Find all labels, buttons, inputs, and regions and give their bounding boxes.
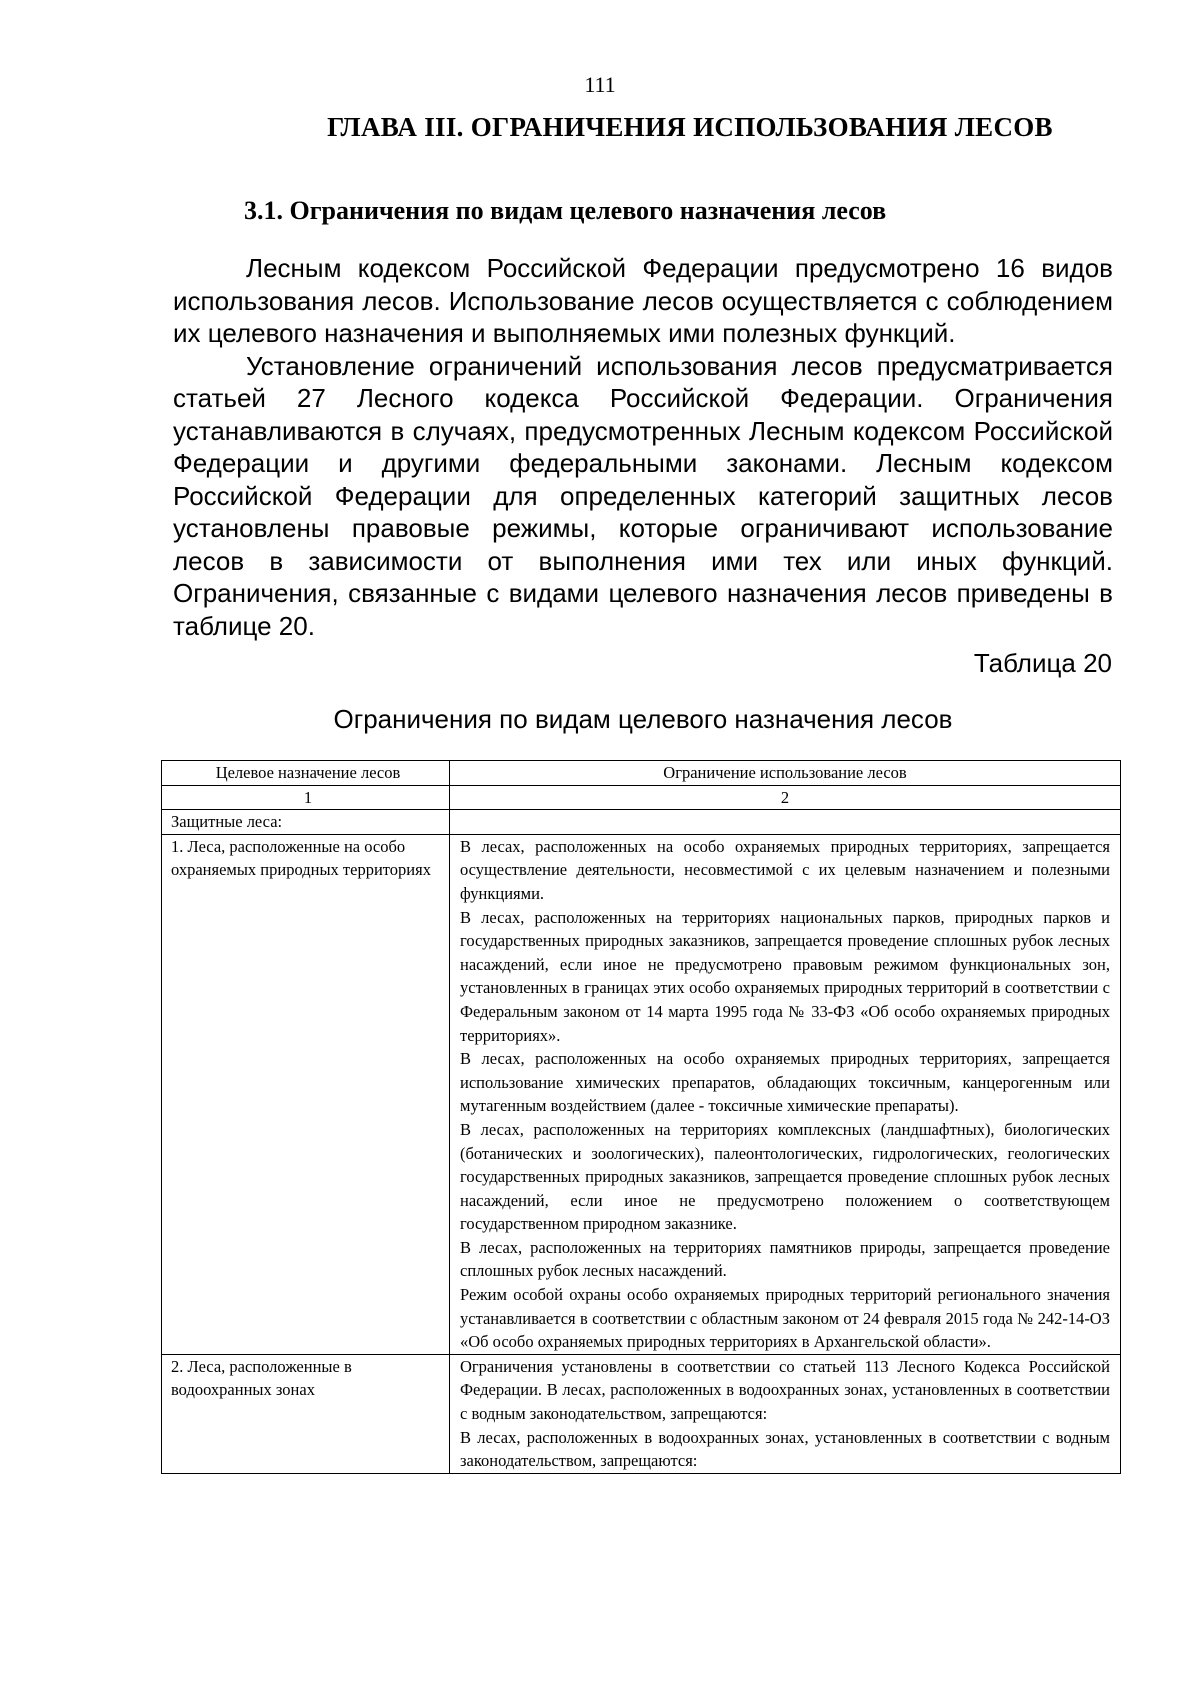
page-number: 111 — [584, 72, 616, 97]
paragraph: Лесным кодексом Российской Федерации предусмотрено 16 видов использования лесов. Использование лесов осуществляется с соблюдением их целевого назначения и выполняемых ими полезных функций. — [173, 253, 1113, 348]
restrictions-cell — [450, 834, 1121, 1354]
restriction-paragraph: В лесах, расположенных в водоохранных зонах, установленных в соответствии с водным законодательством, запрещаются: — [460, 1427, 1110, 1471]
restrictions-table — [161, 760, 1121, 1474]
restriction-paragraph: В лесах, расположенных на особо охраняемых природных территориях, запрещается использование химических препаратов, обладающих токсичным, канцерогенным или мутагенным воздействием (далее - токсичные химические препараты). — [460, 1049, 1110, 1116]
restriction-paragraph: В лесах, расположенных на территориях национальных парков, природных парков и государственных природных заказников, запрещается проведение сплошных рубок лесных насаждений, если иное не предусмотрено правовым режимом функциональных зон, установленных в границах этих особо охраняемых природных территорий в соответствии с Федеральным законом от 14 марта 1995 года № 33-ФЗ «Об особо охраняемых природных территориях». — [460, 907, 1110, 1045]
table-header-row — [162, 761, 1121, 786]
empty-cell — [450, 810, 1121, 835]
section-title: 3.1. Ограничения по видам целевого назначения лесов — [244, 196, 887, 225]
table-row — [162, 834, 1121, 1354]
header-cell-restrictions: Ограничение использование лесов — [450, 761, 1121, 786]
body-text — [173, 252, 1113, 642]
header-cell-purpose: Целевое назначение лесов — [162, 761, 450, 786]
group-label-cell: Защитные леса: — [162, 810, 450, 835]
purpose-text: 1. Леса, расположенные на особо охраняемых природных территориях — [171, 836, 431, 880]
table-title: Ограничения по видам целевого назначения лесов — [333, 704, 953, 734]
chapter-title: ГЛАВА III. ОГРАНИЧЕНИЯ ИСПОЛЬЗОВАНИЯ ЛЕСОВ — [327, 112, 1053, 142]
column-number-cell: 2 — [450, 785, 1121, 810]
table-row — [162, 1354, 1121, 1473]
paragraph: Установление ограничений использования лесов предусматривается статьей 27 Лесного кодекса Российской Федерации. Ограничения устанавливаются в случаях, предусмотренных Лесным кодексом Российской Федерации и другими федеральными законами. Лесным кодексом Российской Федерации для определенных категорий защитных лесов установлены правовые режимы, которые ограничивают использование лесов в зависимости от выполнения ими тех или иных функций. Ограничения, связанные с видами целевого назначения лесов приведены в таблице 20. — [173, 350, 1113, 641]
table-caption: Таблица 20 — [973, 648, 1112, 678]
purpose-text: 2. Леса, расположенные в водоохранных зонах — [171, 1356, 352, 1400]
purpose-cell — [162, 1354, 450, 1473]
restriction-paragraph: Ограничения установлены в соответствии со статьей 113 Лесного Кодекса Российской Федерации. В лесах, расположенных в водоохранных зонах, установленных в соответствии с водным законодательством, запрещаются: — [460, 1356, 1110, 1424]
restriction-paragraph: В лесах, расположенных на территориях памятников природы, запрещается проведение сплошных рубок лесных насаждений. — [460, 1237, 1110, 1281]
purpose-cell — [162, 834, 450, 1354]
restriction-paragraph: В лесах, расположенных на территориях комплексных (ландшафтных), биологических (ботанических и зоологических), палеонтологических, гидрологических, геологических государственных природных заказников, запрещается проведение сплошных рубок лесных насаждений, если иное не предусмотрено положением о соответствующем государственном природном заказнике. — [460, 1119, 1110, 1234]
column-number-cell: 1 — [162, 785, 450, 810]
restrictions-cell — [450, 1354, 1121, 1473]
column-number-row — [162, 785, 1121, 810]
restriction-paragraph: Режим особой охраны особо охраняемых природных территорий регионального значения устанавливается в соответствии с областным законом от 24 февраля 2015 года № 242-14-ОЗ «Об особо охраняемых природных территориях в Архангельской области». — [460, 1285, 1110, 1352]
table-group-row — [162, 810, 1121, 835]
restriction-paragraph: В лесах, расположенных на особо охраняемых природных территориях, запрещается осуществление деятельности, несовместимой с их целевым назначением и полезными функциями. — [460, 836, 1110, 903]
